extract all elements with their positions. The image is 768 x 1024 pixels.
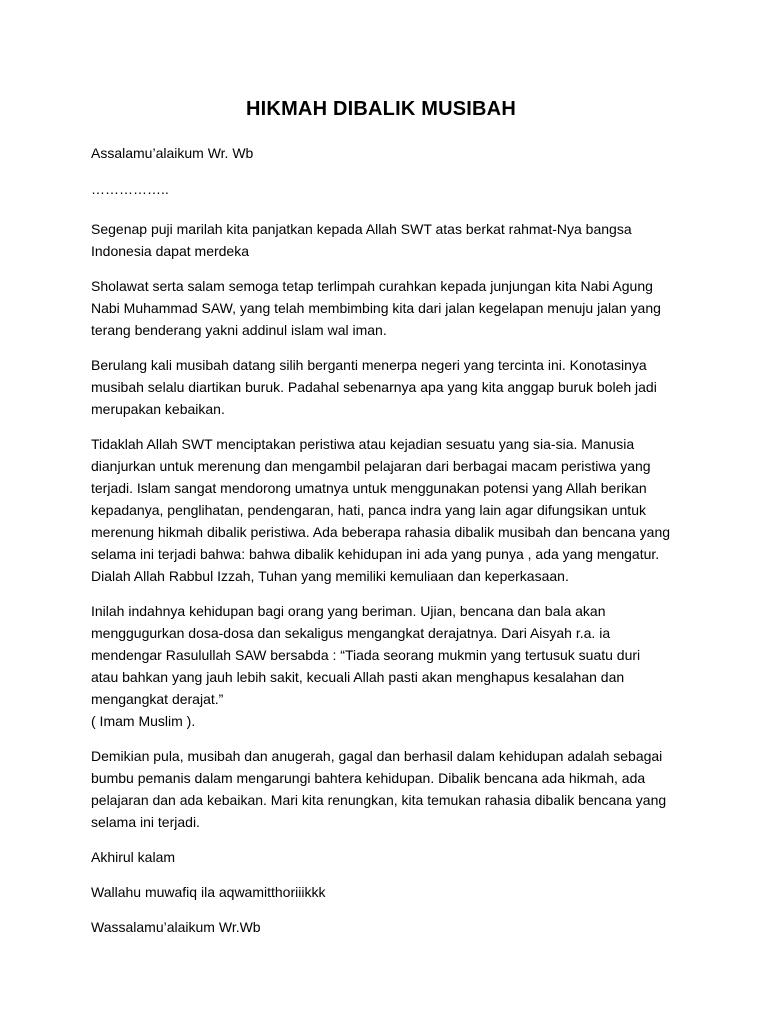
paragraph-praise: Segenap puji marilah kita panjatkan kepada Allah SWT atas berkat rahmat-Nya bangsa Indonesia dapat merdeka bbox=[91, 221, 632, 259]
closing-wassalam: Wassalamu’alaikum Wr.Wb bbox=[91, 919, 261, 935]
ellipsis-line: …………….. bbox=[91, 181, 169, 197]
paragraph-hadith bbox=[91, 600, 671, 732]
hadith-text: Inilah indahnya kehidupan bagi orang yang beriman. Ujian, bencana dan bala akan menggugurkan dosa-dosa dan sekaligus mengangkat derajatnya. Dari Aisyah r.a. ia mendengar Rasulullah SAW bersabda : “Tiada seorang mukmin yang tertusuk suatu duri atau bahkan yang jauh lebih sakit, kecuali Allah pasti akan menghapus kesalahan dan mengangkat derajat.” bbox=[91, 603, 641, 707]
paragraph-musibah: Berulang kali musibah datang silih berganti menerpa negeri yang tercinta ini. Konotasinya musibah selalu diartikan buruk. Padahal sebenarnya apa yang kita anggap buruk boleh jadi merupakan kebaikan. bbox=[91, 357, 657, 417]
closing-wallahu: Wallahu muwafiq ila aqwamitthoriiikkk bbox=[91, 884, 326, 900]
document-page bbox=[91, 96, 671, 951]
document-title: HIKMAH DIBALIK MUSIBAH bbox=[246, 98, 516, 120]
paragraph-conclusion: Demikian pula, musibah dan anugerah, gagal dan berhasil dalam kehidupan adalah sebagai bumbu pemanis dalam mengarungi bahtera kehidupan. Dibalik bencana ada hikmah, ada pelajaran dan ada kebaikan. Mari kita renungkan, kita temukan rahasia dibalik bencana yang selama ini terjadi. bbox=[91, 748, 667, 830]
hadith-citation: ( Imam Muslim ). bbox=[91, 713, 196, 729]
paragraph-hikmah: Tidaklah Allah SWT menciptakan peristiwa atau kejadian sesuatu yang sia-sia. Manusia dianjurkan untuk merenung dan mengambil pelajaran dari berbagai macam peristiwa yang terjadi. Islam sangat mendorong umatnya untuk menggunakan potensi yang Allah berikan kepadanya, penglihatan, pendengaran, hati, panca indra yang lain agar difungsikan untuk merenung hikmah dibalik peristiwa. Ada beberapa rahasia dibalik musibah dan bencana yang selama ini terjadi bahwa: bahwa dibalik kehidupan ini ada yang punya , ada yang mengatur. Dialah Allah Rabbul Izzah, Tuhan yang memiliki kemuliaan dan keperkasaan. bbox=[91, 436, 671, 584]
greeting-line: Assalamu’alaikum Wr. Wb bbox=[91, 145, 254, 161]
closing-akhirul-kalam: Akhirul kalam bbox=[91, 849, 176, 865]
paragraph-sholawat: Sholawat serta salam semoga tetap terlimpah curahkan kepada junjungan kita Nabi Agung Nabi Muhammad SAW, yang telah membimbing kita dari jalan kegelapan menuju jalan yang terang benderang yakni addinul islam wal iman. bbox=[91, 278, 661, 338]
